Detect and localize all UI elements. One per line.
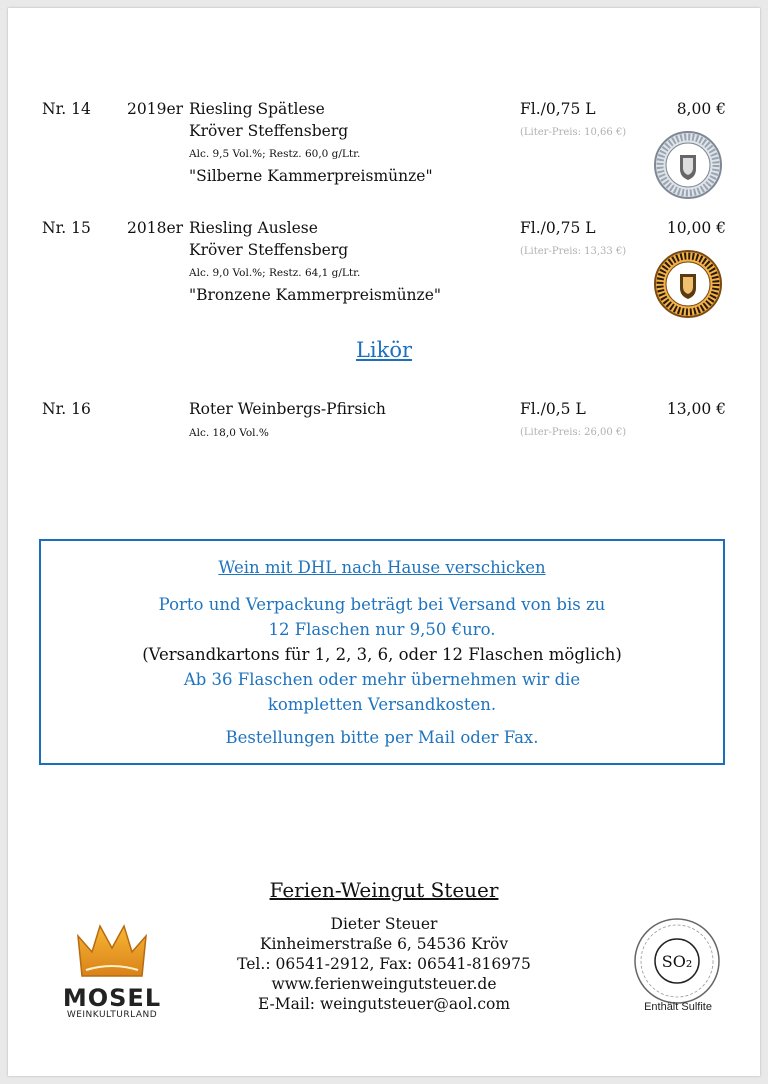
liter-price: (Liter-Preis: 26,00 €)	[520, 427, 627, 438]
liter-price: (Liter-Preis: 13,33 €)	[520, 246, 627, 257]
shipping-heading: Wein mit DHL nach Hause verschicken	[218, 558, 546, 577]
silver-medal-icon	[653, 130, 723, 200]
price: 10,00 €	[666, 219, 726, 237]
vineyard-site: Kröver Steffensberg	[189, 122, 349, 140]
vineyard-site: Kröver Steffensberg	[189, 241, 349, 259]
price-list-page	[8, 8, 760, 1076]
wine-name: Riesling Spätlese	[189, 100, 325, 118]
address: Kinheimerstraße 6, 54536 Kröv	[259, 935, 509, 953]
shipping-line-5: kompletten Versandkosten.	[267, 695, 497, 714]
wine-name: Riesling Auslese	[189, 219, 318, 237]
shipping-line-4: Ab 36 Flaschen oder mehr übernehmen wir die	[183, 670, 581, 689]
so2-label: SO₂	[661, 952, 693, 971]
item-number: Nr. 15	[42, 219, 91, 237]
logo-subtitle: WEINKULTURLAND	[66, 1010, 158, 1020]
shipping-line-6: Bestellungen bitte per Mail oder Fax.	[225, 728, 539, 747]
bronze-medal-icon	[653, 249, 723, 319]
bottle-size: Fl./0,75 L	[520, 100, 596, 118]
price: 8,00 €	[676, 100, 726, 118]
liqueur-name: Roter Weinbergs-Pfirsich	[189, 400, 386, 418]
phone-fax: Tel.: 06541-2912, Fax: 06541-816975	[237, 955, 531, 973]
liter-price: (Liter-Preis: 10,66 €)	[520, 127, 627, 138]
email: E-Mail: weingutsteuer@aol.com	[257, 995, 511, 1013]
award-text: "Silberne Kammerpreismünze"	[189, 167, 433, 185]
bottle-size: Fl./0,5 L	[520, 400, 586, 418]
logo-wordmark: MOSEL	[62, 984, 162, 1012]
shipping-line-1: Porto und Verpackung beträgt bei Versand von bis zu	[158, 595, 606, 614]
shipping-line-2: 12 Flaschen nur 9,50 €uro.	[268, 620, 496, 639]
section-title-liqueur: Likör	[355, 338, 413, 362]
item-number: Nr. 16	[42, 400, 91, 418]
shipping-info-box	[39, 539, 725, 765]
crown-icon	[52, 918, 172, 984]
wine-details: Alc. 9,5 Vol.%; Restz. 60,0 g/Ltr.	[189, 148, 361, 160]
award-text: "Bronzene Kammerpreismünze"	[189, 286, 442, 304]
bottle-size: Fl./0,75 L	[520, 219, 596, 237]
mosel-logo	[52, 918, 172, 1018]
owner-name: Dieter Steuer	[330, 915, 438, 933]
price: 13,00 €	[666, 400, 726, 418]
wine-details: Alc. 9,0 Vol.%; Restz. 64,1 g/Ltr.	[189, 267, 361, 279]
liqueur-details: Alc. 18,0 Vol.%	[189, 427, 269, 439]
vintage: 2018er	[127, 219, 184, 237]
website: www.ferienweingutsteuer.de	[271, 975, 497, 993]
contact-block	[208, 914, 560, 1014]
item-number: Nr. 14	[42, 100, 91, 118]
vintage: 2019er	[127, 100, 184, 118]
sulfite-note: Enthält Sulfite	[644, 1001, 712, 1013]
shipping-line-3: (Versandkartons für 1, 2, 3, 6, oder 12 Flaschen möglich)	[142, 645, 622, 664]
sulfite-allergen-icon	[632, 916, 722, 1006]
winery-name: Ferien-Weingut Steuer	[269, 878, 499, 902]
